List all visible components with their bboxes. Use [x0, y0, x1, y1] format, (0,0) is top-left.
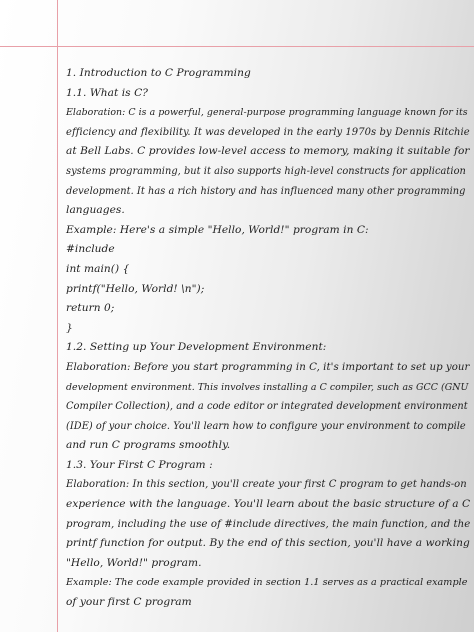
code-line: printf("Hello, World! \n"); — [66, 282, 205, 295]
text-line: Elaboration: C is a powerful, general-purpose programming language known for its — [66, 107, 468, 119]
text-line: Compiler Collection), and a code editor or integrated development environment — [66, 401, 468, 413]
subheading-setting-up: 1.2. Setting up Your Development Environment: — [66, 341, 327, 354]
text-line: (IDE) of your choice. You'll learn how to configure your environment to compile — [66, 420, 466, 432]
text-line: Elaboration: Before you start programming in C, it's important to set up your — [66, 361, 470, 373]
text-line: at Bell Labs. C provides low-level access to memory, making it suitable for — [66, 145, 470, 158]
header-rule-line — [0, 46, 474, 47]
code-line: int main() { — [66, 262, 130, 275]
text-line: experience with the language. You'll learn about the basic structure of a C — [66, 498, 471, 511]
heading-introduction: 1. Introduction to C Programming — [66, 67, 251, 79]
example-line: Example: Here's a simple "Hello, World!" program in C: — [66, 223, 369, 236]
text-line: printf function for output. By the end of this section, you'll have a working — [66, 537, 470, 550]
example-line: Example: The code example provided in section 1.1 serves as a practical example — [66, 577, 468, 589]
handwritten-text — [66, 64, 470, 613]
text-line: development. It has a rich history and has influenced many other programming — [66, 185, 466, 197]
subheading-what-is-c: 1.1. What is C? — [66, 86, 148, 99]
text-line: development environment. This involves installing a C compiler, such as GCC (GNU — [66, 381, 469, 393]
text-line: Elaboration: In this section, you'll create your first C program to get hands-on — [66, 479, 467, 491]
code-line: return 0; — [66, 302, 115, 315]
code-line: #include — [66, 243, 115, 256]
subheading-first-program: 1.3. Your First C Program : — [66, 458, 213, 471]
text-line: "Hello, World!" program. — [66, 556, 202, 569]
text-line: efficiency and flexibility. It was developed in the early 1970s by Dennis Ritchie — [66, 126, 470, 138]
text-line: systems programming, but it also supports high-level constructs for application — [66, 165, 466, 177]
text-line: languages. — [66, 204, 125, 217]
text-line: program, including the use of #include directives, the main function, and the — [66, 518, 471, 530]
margin-line — [57, 0, 58, 632]
text-line: and run C programs smoothly. — [66, 439, 231, 452]
text-line: of your first C program — [66, 596, 192, 609]
code-line: } — [66, 321, 73, 334]
